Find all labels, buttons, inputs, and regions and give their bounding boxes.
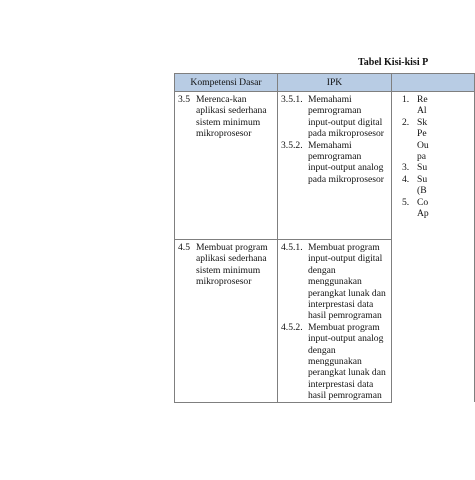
kd-text: Merenca-kan aplikasi sederhana sistem minimum mikroprosesor <box>196 94 267 140</box>
ipk-number: 3.5.1. <box>281 94 303 105</box>
list-number: 2. <box>402 116 410 128</box>
list-line: Re <box>417 94 428 105</box>
ipk-entry <box>281 322 388 402</box>
list-line: Co <box>417 196 429 208</box>
list-line: Ou <box>417 139 429 151</box>
ipk-entry <box>281 242 388 322</box>
list-item <box>402 117 471 163</box>
ipk-entry <box>281 94 388 140</box>
list-item <box>402 162 471 173</box>
header-ipk: IPK <box>278 74 392 92</box>
kd-entry <box>178 242 274 288</box>
list-item <box>402 197 471 220</box>
list-text <box>417 174 471 197</box>
ipk-text: Membuat program input-output analog dengan menggunakan perangkat lunak dan interprestasi data hasil pemrograman <box>308 321 386 402</box>
kd-number: 3.5 <box>178 94 190 105</box>
list-number: 3. <box>402 162 410 174</box>
kd-number: 4.5 <box>178 242 190 253</box>
ipk-number: 4.5.1. <box>281 242 303 253</box>
list-text <box>417 162 471 173</box>
ipk-text: Membuat program input-output digital dengan menggunakan perangkat lunak dan interprestasi data hasil pemrograman <box>308 242 386 322</box>
list-line: pa <box>417 151 427 163</box>
table-header-row <box>175 74 475 92</box>
ipk-cell <box>278 92 392 240</box>
list-text <box>417 197 471 220</box>
list-line: (B <box>417 185 427 197</box>
list-line: Su <box>417 162 428 174</box>
kisi-kisi-table <box>174 73 475 403</box>
ipk-number: 3.5.2. <box>281 139 303 151</box>
list-text <box>417 94 471 117</box>
list-line: Sk <box>417 116 428 128</box>
list-number: 4. <box>402 173 410 185</box>
kd-entry <box>178 94 274 140</box>
header-kompetensi-dasar: Kompetensi Dasar <box>175 74 278 92</box>
list-item <box>402 94 471 117</box>
list-line: Al <box>417 105 427 117</box>
list-line: Ap <box>417 208 429 220</box>
header-third-column <box>392 74 475 92</box>
ipk-text: Memahami pemrograman input-output digital pada mikroprosesor <box>308 94 384 140</box>
list-line: Pe <box>417 128 427 140</box>
ipk-text: Memahami pemrograman input-output analog pada mikroprosesor <box>308 139 384 185</box>
table-row <box>175 92 475 240</box>
kd-text: Membuat program aplikasi sederhana sistem minimum mikroprosesor <box>196 242 268 288</box>
kd-cell <box>175 240 278 403</box>
ipk-entry <box>281 140 388 186</box>
list-item <box>402 174 471 197</box>
list-line: Su <box>417 173 428 185</box>
kd-cell <box>175 92 278 240</box>
third-column-cell <box>392 92 475 403</box>
table-title: Tabel Kisi-kisi P <box>358 57 429 68</box>
ipk-cell <box>278 240 392 403</box>
ipk-number: 4.5.2. <box>281 321 303 333</box>
list-text <box>417 117 471 163</box>
list-number: 1. <box>402 94 410 105</box>
list-number: 5. <box>402 196 410 208</box>
